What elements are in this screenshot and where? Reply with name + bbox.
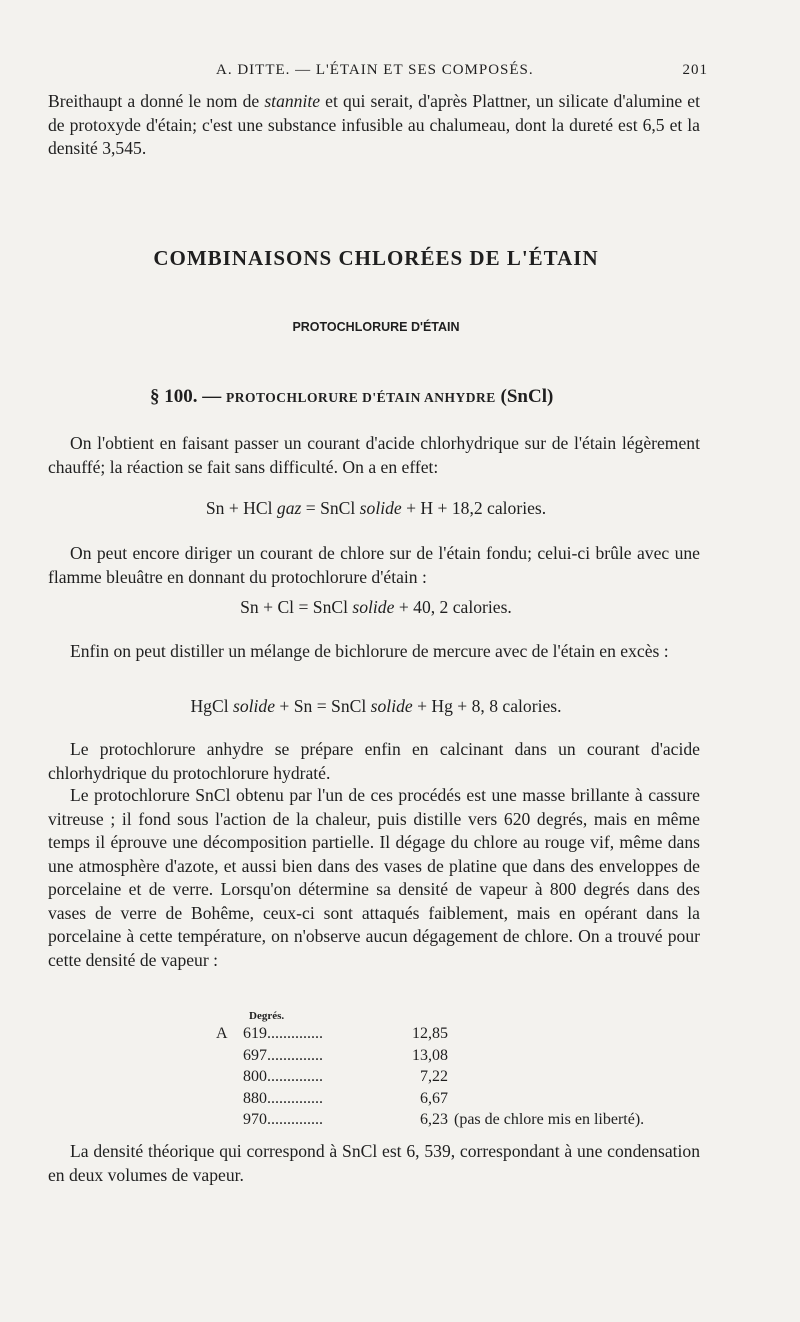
row-note: (pas de chlore mis en liberté). bbox=[454, 1111, 645, 1128]
eq3-part-b: + Sn = SnCl bbox=[275, 696, 371, 716]
row-temp-value: 970 bbox=[243, 1111, 267, 1128]
row-temp-value: 697 bbox=[243, 1046, 267, 1064]
row-temperature bbox=[243, 1045, 323, 1067]
table-unit-label: Degrés. bbox=[249, 1010, 285, 1022]
page-number: 201 bbox=[682, 62, 708, 78]
paragraph-conclusion: La densité théorique qui correspond à SnCl est 6, 539, correspondant à une condensation en deux volumes de vapeur. bbox=[48, 1141, 700, 1185]
eq1-part-b: = SnCl bbox=[301, 498, 360, 518]
row-temperature bbox=[243, 1109, 323, 1131]
section-number: § 100. — bbox=[150, 386, 226, 407]
row-temp-value: 619 bbox=[243, 1025, 267, 1042]
density-table bbox=[216, 1010, 716, 1131]
section-title: PROTOCHLORURE D'ÉTAIN ANHYDRE bbox=[226, 390, 496, 405]
eq3-part-a: HgCl bbox=[190, 696, 233, 716]
row-density-value: 12,85 bbox=[412, 1025, 448, 1042]
intro-text-start: Breithaupt a donné le nom de bbox=[48, 91, 265, 111]
intro-text-end: et qui serait, d'après Plattner, un silicate d'alumine et de protoxyde d'étain; c'est une substance infusible au chalumeau, dont la dureté est 6,5 et la densité 3,545. bbox=[48, 91, 700, 158]
row-temp-value: 800 bbox=[243, 1068, 267, 1085]
running-title: A. DITTE. — L'ÉTAIN ET SES COMPOSÉS. bbox=[216, 62, 534, 78]
eq1-part-c: + H + 18,2 calories. bbox=[401, 498, 547, 518]
table-row bbox=[216, 1066, 716, 1088]
running-header bbox=[48, 62, 708, 84]
eq2-part-b: + 40, 2 calories. bbox=[394, 597, 512, 617]
row-density-value: 7,22 bbox=[420, 1068, 448, 1085]
row-leader-dots: .............. bbox=[267, 1089, 323, 1107]
eq3-state-a: solide bbox=[233, 696, 276, 716]
eq3-state-b: solide bbox=[370, 696, 413, 716]
row-temperature bbox=[243, 1066, 323, 1088]
table-rows bbox=[216, 1023, 716, 1131]
row-prefix: A bbox=[216, 1025, 228, 1042]
row-density-value: 13,08 bbox=[412, 1046, 448, 1064]
paragraph-distill: Enfin on peut distiller un mélange de bichlorure de mercure avec de l'étain en excès : bbox=[70, 641, 669, 661]
section-heading bbox=[150, 386, 710, 408]
row-leader-dots: .............. bbox=[267, 1025, 323, 1042]
intro-emphasis: stannite bbox=[264, 91, 321, 111]
row-temperature bbox=[243, 1023, 323, 1045]
row-leader-dots: .............. bbox=[267, 1046, 323, 1064]
eq2-state-a: solide bbox=[352, 597, 395, 617]
equation-2 bbox=[0, 597, 752, 618]
equation-3 bbox=[0, 696, 752, 717]
eq3-part-c: + Hg + 8, 8 calories. bbox=[412, 696, 562, 716]
paragraph-chlorine: On peut encore diriger un courant de chlore sur de l'étain fondu; celui-ci brûle avec une flamme bleuâtre en donnant du protochlorure d'étain : bbox=[48, 543, 700, 587]
subheading: PROTOCHLORURE D'ÉTAIN bbox=[292, 320, 460, 334]
paragraph-preparation: On l'obtient en faisant passer un courant d'acide chlorhydrique sur de l'étain légèrement chauffé; la réaction se fait sans difficulté. On a en effet: bbox=[48, 433, 700, 477]
equation-1 bbox=[0, 498, 752, 519]
table-row bbox=[216, 1109, 716, 1131]
eq1-state-a: gaz bbox=[276, 498, 302, 518]
table-row bbox=[216, 1045, 716, 1067]
paragraph-properties: Le protochlorure SnCl obtenu par l'un de ces procédés est une masse brillante à cassure vitreuse ; il fond sous l'action de la chaleur, puis distille vers 620 degrés, mais en même temps il éprouve une décomposition partielle. Il dégage du chlore au rouge vif, même dans une atmosphère d'azote, et aussi bien dans des vases de platine que dans des enveloppes de porcelaine et de verre. Lorsqu'on détermine sa densité de vapeur à 800 degrés dans des vases de verre de Bohême, ceux-ci sont attaqués faiblement, mais en opérant dans la porcelaine à cette température, on n'observe aucun dégagement de chlore. On a trouvé pour cette densité de vapeur : bbox=[48, 785, 700, 970]
table-row bbox=[216, 1088, 716, 1110]
section-formula: (SnCl) bbox=[495, 386, 554, 407]
row-leader-dots: .............. bbox=[267, 1111, 323, 1128]
row-temperature bbox=[243, 1088, 323, 1110]
paragraph-anhydrous: Le protochlorure anhydre se prépare enfin en calcinant dans un courant d'acide chlorhydrique du protochlorure hydraté. bbox=[48, 739, 700, 783]
eq1-state-b: solide bbox=[359, 498, 402, 518]
row-leader-dots: .............. bbox=[267, 1068, 323, 1085]
table-row bbox=[216, 1023, 716, 1045]
eq1-part-a: Sn + HCl bbox=[205, 498, 277, 518]
row-temp-value: 880 bbox=[243, 1089, 267, 1107]
row-density-value: 6,67 bbox=[420, 1089, 448, 1107]
intro-paragraph bbox=[48, 90, 700, 161]
chapter-heading: COMBINAISONS CHLORÉES DE L'ÉTAIN bbox=[153, 246, 599, 270]
eq2-part-a: Sn + Cl = SnCl bbox=[240, 597, 353, 617]
row-density-value: 6,23 bbox=[420, 1111, 448, 1128]
